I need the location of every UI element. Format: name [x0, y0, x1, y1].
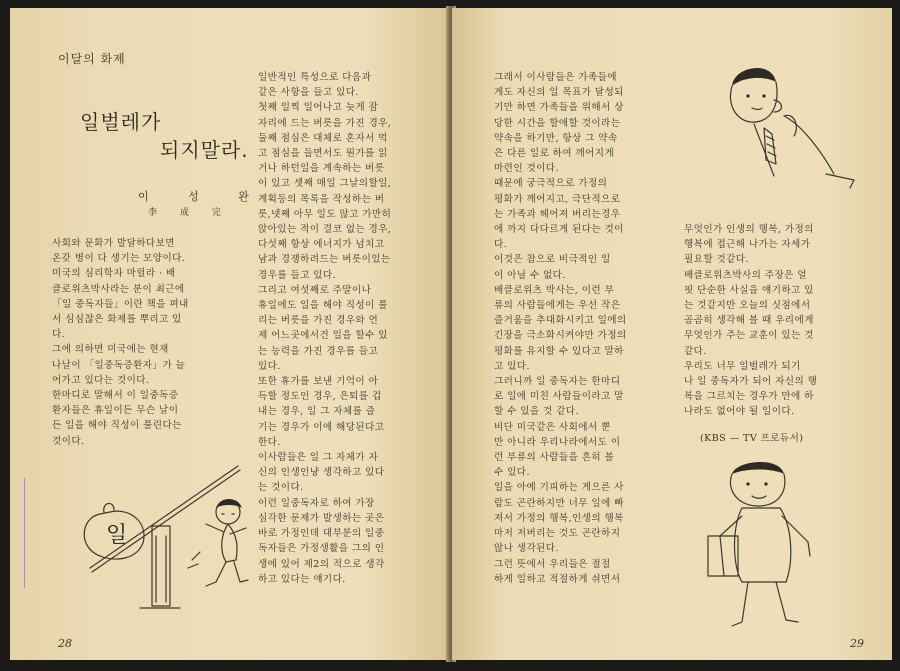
man-with-briefcase-illustration [702, 456, 872, 636]
money-bag-label: 일 [106, 523, 128, 548]
left-column-2: 일반적인 특성으로 다음과 같은 사항을 들고 있다. 첫째 일찍 일어나고 늦게 잠 자리에 드는 버릇을 가진 경우, 둘째 점심은 대체로 혼자서 먹 고 점심을 들면서도 뭔가를 읽 거나 하던일을 계속하는 버릇 이 있고 셋째 매일 그날의할일, 계획등의 목록을 작성하는 버 릇,넷째 아무 일도 않고 가만히 앉아있는 적이 결코 없는 경우, 다섯째 항상 에너지가 넘치고 남과 경쟁하려드는 버릇이있는 경우를 들고 있다. 그리고 여섯째로 주말이나 휴일에도 일을 해야 직성이 풀 리는 버릇을 가진 경우와 언 제 어느곳에서건 일을 할수 있 는 능력을 가진 경우를 들고 있다. 또한 휴가를 보낸 기억이 아 득할 정도인 경우, 은퇴를 겁 내는 경우, 일 그 자체를 즐 기는 경우가 이에 해당된다고 한다. 이사람들은 일 그 자체가 자 신의 인생인냥 생각하고 있다 는 것이다. 이런 일중독자로 하여 가장 심각한 문제가 발생하는 곳은 바로 가정인데 대부분의 일중 독자들은 가정생활을 그의 인 생에 있어 제2의 적으로 생각 하고 있다는 얘기다. [258, 72, 392, 585]
worker-seesaw-illustration [70, 456, 258, 626]
article-title-line1: 일벌레가 [80, 110, 162, 134]
section-label: 이달의 화제 [58, 52, 126, 66]
man-with-tie-illustration [714, 56, 864, 216]
author-credit: (KBS — TV 프로듀서) [700, 433, 804, 444]
left-page [10, 8, 450, 660]
right-column-2: 무엇인가 인생의 행복, 가정의 행복에 접근해 나가는 자세가 필요할 것같다. 배클로위츠박사의 주장은 얼 핏 단순한 사실을 얘기하고 있 는 것같지만 오늘의 싯점에서 곰곰히 생각해 볼 때 우리에게 무엇인가 주는 교훈이 있는 것 같다. 우리도 너무 일벌레가 되기 나 일 중독자가 되어 자신의 행 복을 그르치는 경우가 만에 하 나라도 없어야 될 일이다. [684, 224, 818, 418]
author-name: 이 성 완 [138, 190, 267, 203]
margin-mark [24, 478, 29, 588]
right-column-1: 그래서 이사람들은 가족들에 게도 자신의 일 목표가 달성되 기만 하면 가족들을 위해서 상 당한 시간을 할애할 것이라는 약속을 하기만, 항상 그 약속 은 다른 일로 하여 깨어지게 마련인 것이다. 때문에 궁극적으로 가정의 평화가 깨어지고, 극단적으로 는 가족과 헤어져 버리는경우 에 까지 다다르게 된다는 것이 다. 이것은 참으로 비극적인 일 이 아닐 수 없다. 배클로위츠 박사는, 이런 부 류의 사람들에게는 우선 작은 즐거움을 추대화시키고 일에의 긴장을 극소화시켜야만 가정의 평화를 유지할 수 있다고 말하 고 있다. 그러니까 일 중독자는 한마디 로 일에 미친 사람들이라고 말 할 수 있을 것 같다. 비단 미국같은 사회에서 뿐 만 아니라 우리나라에서도 이 런 부류의 사람들을 흔히 볼 수 있다. 일을 아예 기피하는 게으른 사 람도 곤란하지만 너무 일에 빠 져서 가정의 행복,인생의 행복 마저 저버리는 것도 곤란하지 않나 생각된다. 그런 뜻에서 우리들은 절절 하게 일하고 적절하게 쉬면서 [494, 72, 627, 585]
left-page-number: 28 [58, 637, 72, 650]
article-title-line2: 되지말라. [160, 138, 249, 162]
right-page [452, 8, 892, 660]
left-column-1: 사회와 문화가 발달하다보면 온갖 병이 다 생기는 모양이다. 미국의 심리학자 마릴라 · 배 클로위츠박사라는 분이 최근에 「일 중독자들」이란 책을 펴내 서 심심찮은 화제를 뿌리고 있 다. 그에 의하면 미국에는 현재 나날이 「일중독증환자」가 늘 어가고 있다는 것이다. 한마디로 말해서 이 일중독증 환자들은 휴일이든 무슨 날이 든 일을 해야 직성이 풀린다는 것이다. [52, 238, 189, 447]
author-name-hanja: 李 成 完 [148, 208, 231, 218]
right-page-number: 29 [850, 637, 864, 650]
